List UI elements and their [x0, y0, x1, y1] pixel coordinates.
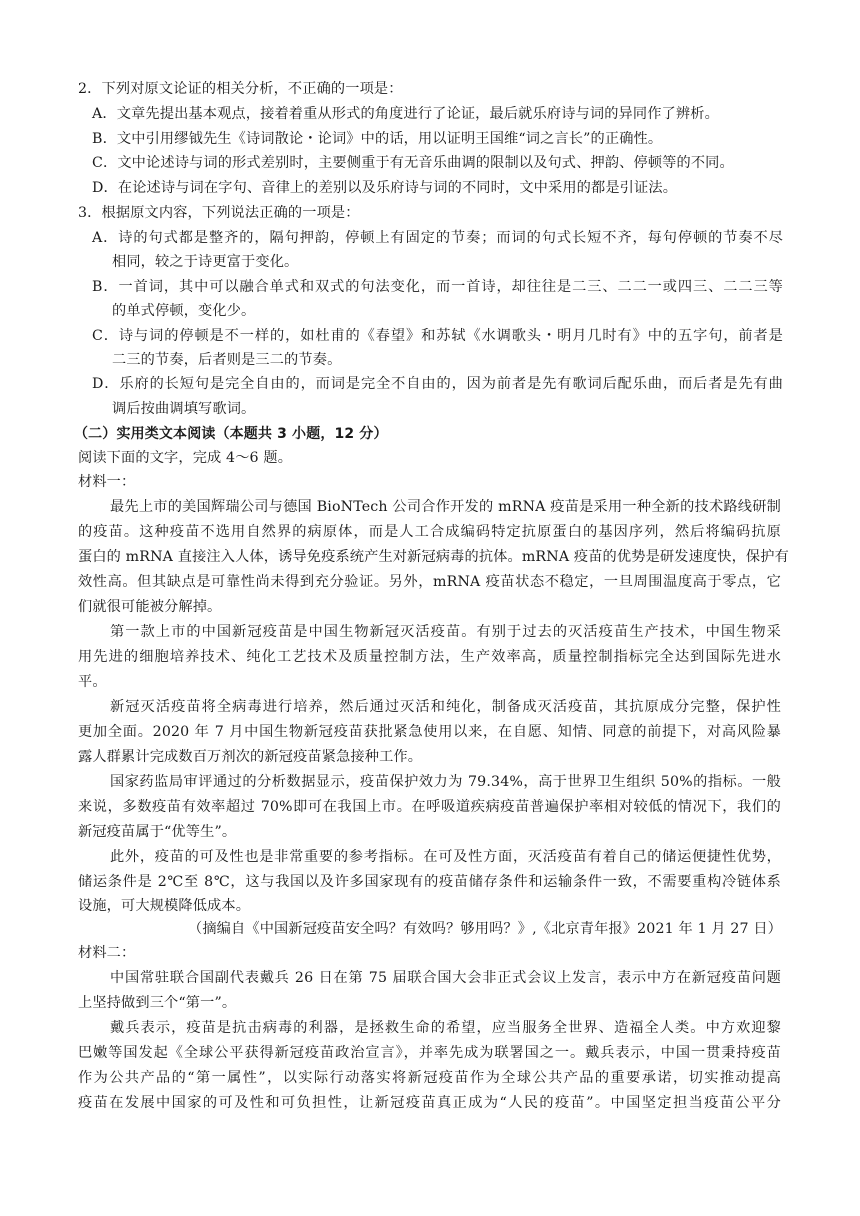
q3-option-a-line1: A．诗的句式都是整齐的，隔句押韵，停顿上有固定的节奏；而词的句式长短不齐，每句停顿的节奏不尽: [92, 230, 783, 246]
m1-p3-line1: 新冠灭活疫苗将全病毒进行培养，然后通过灭活和纯化，制备成灭活疫苗，其抗原成分完整，保护性: [110, 699, 781, 715]
section-heading: （二）实用类文本阅读（本题共 3 小题，12 分）: [74, 426, 388, 442]
m1-p1-line1: 最先上市的美国辉瑞公司与德国 BioNTech 公司合作开发的 mRNA 疫苗是采用一种全新的技术路线研制: [110, 499, 781, 515]
m2-p1-line2: 上坚持做到三个“第一”。: [78, 995, 237, 1011]
m1-p1-line2: 的疫苗。这种疫苗不选用自然界的病原体，而是人工合成编码特定抗原蛋白的基因序列，然后将编码抗原: [78, 524, 781, 540]
m1-p1-line5: 们就很可能被分解掉。: [78, 599, 222, 615]
m1-p5-line2: 储运条件是 2℃至 8℃，这与我国以及许多国家现有的疫苗储存条件和运输条件一致，不需要重构冷链体系: [78, 874, 781, 890]
m1-p3-line2: 更加全面。2020 年 7 月中国生物新冠疫苗获批紧急使用以来，在自愿、知情、同意的前提下，对高风险暴: [78, 724, 781, 740]
material-1-label: 材料一：: [78, 474, 136, 490]
m2-p1-line1: 中国常驻联合国副代表戴兵 26 日在第 75 届联合国大会非正式会议上发言，表示中方在新冠疫苗问题: [110, 970, 781, 986]
q3-option-b-line2: 的单式停顿，变化少。: [112, 303, 256, 319]
m1-p4-line1: 国家药监局审评通过的分析数据显示，疫苗保护效力为 79.34%，高于世界卫生组织 50%的指标。一般: [110, 774, 781, 790]
q3-option-c-line2: 二三的节奏，后者则是三二的节奏。: [112, 352, 342, 368]
m2-p2-line4: 疫苗在发展中国家的可及性和可负担性，让新冠疫苗真正成为“人民的疫苗”。中国坚定担当疫苗公平分: [78, 1095, 781, 1111]
q3-option-b-line1: B．一首词，其中可以融合单式和双式的句法变化，而一首诗，却往往是二三、二二一或四三、二二三等: [92, 279, 783, 295]
q2-option-a: A．文章先提出基本观点，接着着重从形式的角度进行了论证，最后就乐府诗与词的异同作了辨析。: [92, 106, 719, 122]
q3-option-d-line2: 调后按曲调填写歌词。: [112, 401, 256, 417]
m1-p2-line3: 平。: [78, 674, 107, 690]
q3-option-c-line1: C．诗与词的停顿是不一样的，如杜甫的《春望》和苏轼《水调歌头・明月几时有》中的五字句，前者是: [92, 328, 783, 344]
q3-option-d-line1: D．乐府的长短句是完全自由的，而词是完全不自由的，因为前者是先有歌词后配乐曲，而后者是先有曲: [92, 376, 783, 392]
q2-option-d: D．在论述诗与词在字句、音律上的差别以及乐府诗与词的不同时，文中采用的都是引证法。: [92, 180, 678, 196]
q2-option-b: B．文中引用缪钺先生《诗词散论・论词》中的话，用以证明王国维“词之言长”的正确性。: [92, 131, 663, 147]
m1-p2-line1: 第一款上市的中国新冠疫苗是中国生物新冠灭活疫苗。有别于过去的灭活疫苗生产技术，中国生物采: [110, 624, 781, 640]
q2-stem: 2．下列对原文论证的相关分析，不正确的一项是：: [78, 81, 403, 97]
q2-option-c: C．文中论述诗与词的形式差别时，主要侧重于有无音乐曲调的限制以及句式、押韵、停顿等的不同。: [92, 155, 734, 171]
m1-p2-line2: 用先进的细胞培养技术、纯化工艺技术及质量控制方法，生产效率高，质量控制指标完全达到国际先进水: [78, 649, 781, 665]
q3-option-a-line2: 相同，较之于诗更富于变化。: [112, 254, 299, 270]
m1-p1-line3: 蛋白的 mRNA 直接注入人体，诱导免疫系统产生对新冠病毒的抗体。mRNA 疫苗的优势是研发速度快，保护有: [78, 549, 789, 565]
m1-p4-line2: 来说，多数疫苗有效率超过 70%即可在我国上市。在呼吸道疾病疫苗普遍保护率相对较低的情况下，我们的: [78, 799, 781, 815]
material-2-label: 材料二：: [78, 945, 136, 961]
m2-p2-line1: 戴兵表示，疫苗是抗击病毒的利器，是拯救生命的希望，应当服务全世界、造福全人类。中方欢迎黎: [110, 1020, 781, 1036]
m1-p1-line4: 效性高。但其缺点是可靠性尚未得到充分验证。另外，mRNA 疫苗状态不稳定，一旦周围温度高于零点，它: [78, 574, 781, 590]
m1-p5-line1: 此外，疫苗的可及性也是非常重要的参考指标。在可及性方面，灭活疫苗有着自己的储运便捷性优势，: [110, 849, 781, 865]
m2-p2-line3: 作为公共产品的“第一属性”，以实际行动落实将新冠疫苗作为全球公共产品的重要承诺，切实推动提高: [78, 1070, 781, 1086]
m1-p4-line3: 新冠疫苗属于“优等生”。: [78, 824, 237, 840]
m1-p5-line3: 设施，可大规模降低成本。: [78, 898, 251, 914]
q3-stem: 3．根据原文内容，下列说法正确的一项是：: [78, 205, 360, 221]
material-1-source: （摘编自《中国新冠疫苗安全吗？有效吗？够用吗？》,《北京青年报》2021 年 1 月 27 日）: [188, 921, 783, 937]
section-instruction: 阅读下面的文字，完成 4～6 题。: [78, 450, 293, 466]
m2-p2-line2: 巴嫩等国发起《全球公平获得新冠疫苗政治宣言》，并率先成为联署国之一。戴兵表示，中国一贯秉持疫苗: [78, 1045, 781, 1061]
m1-p3-line3: 露人群累计完成数百万剂次的新冠疫苗紧急接种工作。: [78, 749, 423, 765]
